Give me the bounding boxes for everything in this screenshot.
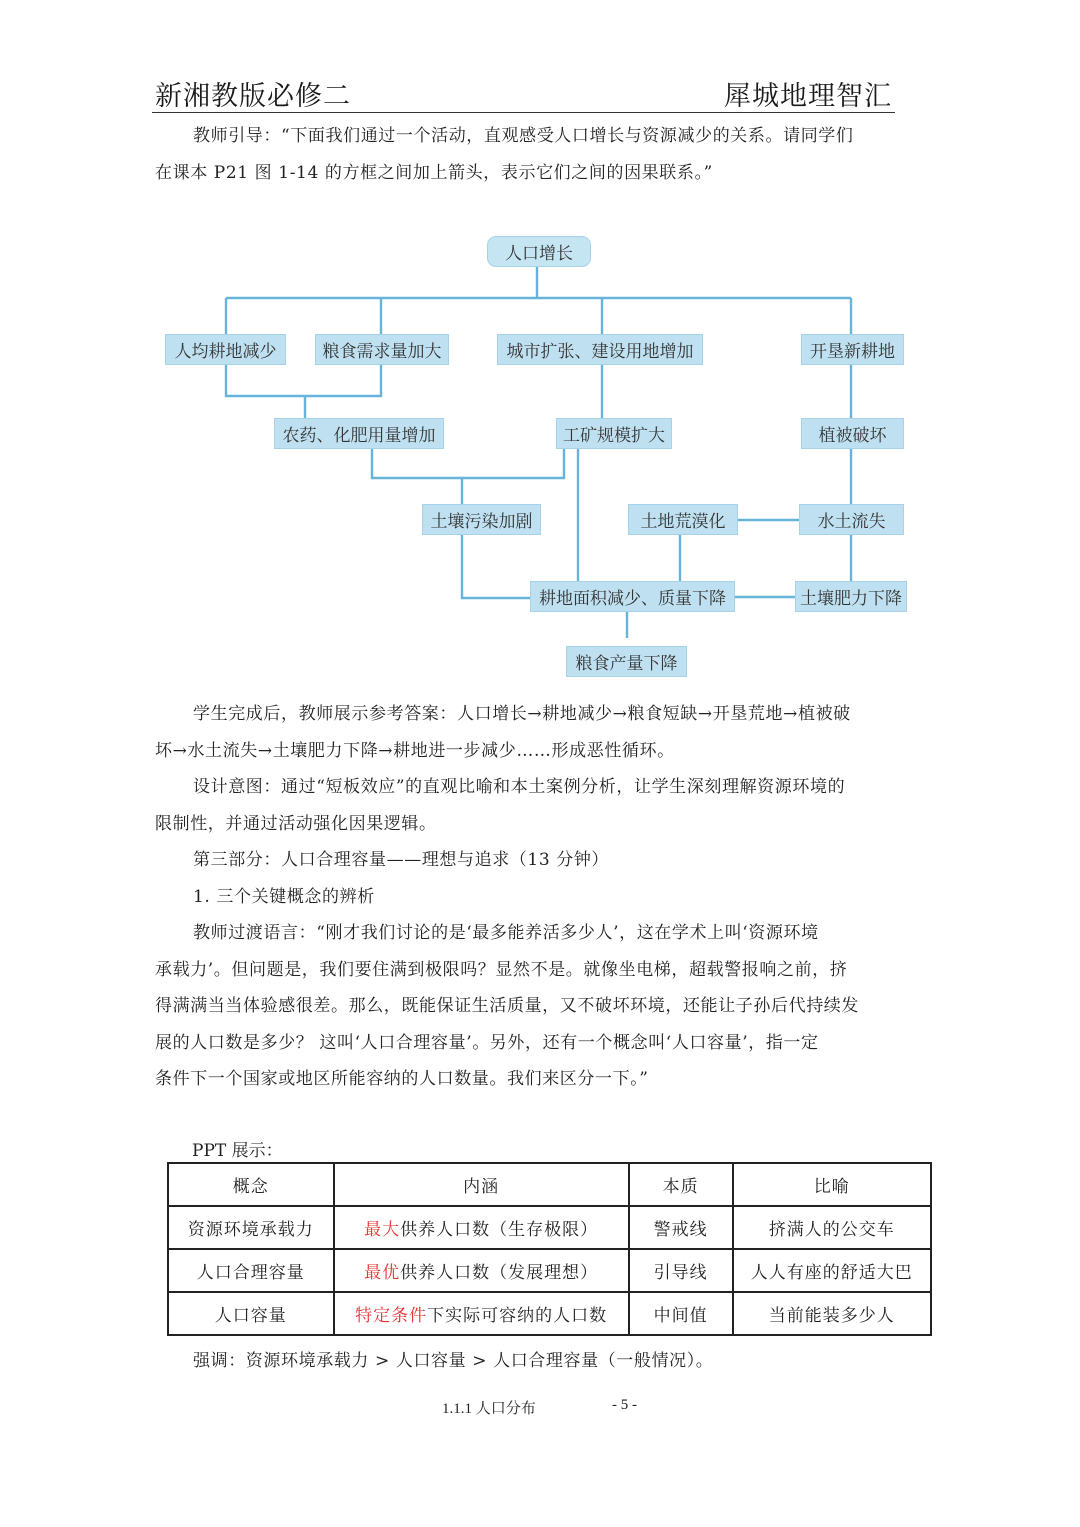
table-cell-metaphor: 当前能装多少人: [733, 1292, 932, 1335]
table-cell-metaphor: 挤满人的公交车: [733, 1206, 932, 1249]
design-line-1: 设计意图：通过“短板效应”的直观比喻和本土案例分析，让学生深刻理解资源环境的: [193, 777, 846, 797]
part3-heading: 第三部分：人口合理容量——理想与追求（13 分钟）: [193, 850, 610, 870]
answer-line-1: 学生完成后，教师展示参考答案：人口增长→耕地减少→粮食短缺→开垦荒地→植被破: [193, 704, 851, 724]
box-per-capita-farmland: 人均耕地减少: [165, 334, 286, 365]
box-soil-erosion: 水土流失: [799, 504, 904, 535]
header-divider: [152, 112, 895, 113]
table-cell-meaning: [334, 1249, 629, 1292]
table-header: 本质: [629, 1163, 733, 1206]
table-cell-concept: 人口容量: [168, 1292, 334, 1335]
box-pesticide-fertilizer: 农药、化肥用量增加: [274, 418, 444, 449]
table-row: [168, 1292, 931, 1335]
answer-line-2: 坏→水土流失→土壤肥力下降→耕地进一步减少……形成恶性循环。: [155, 740, 675, 761]
table-row: [168, 1206, 931, 1249]
highlight-text: 特定条件: [355, 1306, 428, 1326]
table-cell-essence: 警戒线: [629, 1206, 733, 1249]
table-cell-meaning: [334, 1292, 629, 1335]
emphasis-paragraph: [155, 1343, 925, 1380]
table-header-row: [168, 1163, 931, 1206]
intro-line-1: 教师引导：“下面我们通过一个活动，直观感受人口增长与资源减少的关系。请同学们: [193, 126, 854, 146]
footer-page-number: - 5 -: [612, 1397, 637, 1413]
highlight-text: 最优: [364, 1263, 401, 1283]
table-row: [168, 1249, 931, 1292]
design-line-2: 限制性，并通过活动强化因果逻辑。: [155, 813, 437, 834]
table-cell-concept: 人口合理容量: [168, 1249, 334, 1292]
concept-heading: 1. 三个关键概念的辨析: [193, 886, 375, 907]
meaning-text: 供养人口数（生存极限）: [400, 1220, 599, 1240]
box-grain-output-decline: 粮食产量下降: [566, 646, 687, 677]
meaning-text: 供养人口数（发展理想）: [400, 1263, 599, 1283]
table-header: 内涵: [334, 1163, 629, 1206]
connector-merge-left: [226, 364, 381, 396]
box-vegetation-damage: 植被破坏: [801, 418, 904, 449]
transition-line-4: 展的人口数是多少？ 这叫‘人口合理容量’。另外，还有一个概念叫‘人口容量’，指一定: [155, 1032, 819, 1053]
intro-paragraph: [155, 118, 925, 191]
transition-line-1: 教师过渡语言：“刚才我们讨论的是‘最多能养活多少人’，这在学术上叫‘资源环境: [193, 923, 819, 943]
transition-line-5: 条件下一个国家或地区所能容纳的人口数量。我们来区分一下。”: [155, 1069, 649, 1089]
box-farmland-decline: 耕地面积减少、质量下降: [530, 581, 735, 612]
header-title-left: 新湘教版必修二: [155, 81, 351, 112]
answer-paragraph: [155, 696, 925, 1098]
box-urban-expansion: 城市扩张、建设用地增加: [497, 334, 703, 365]
box-soil-pollution: 土壤污染加剧: [422, 504, 541, 535]
connector-pollution-to-farmland-decline: [462, 535, 530, 598]
concept-table: [167, 1162, 932, 1336]
connector-pesticide-mining-merge: [372, 449, 564, 478]
highlight-text: 最大: [364, 1220, 401, 1240]
emphasis-text: 强调：资源环境承载力 > 人口容量 > 人口合理容量（一般情况）。: [193, 1351, 714, 1371]
header-title-right: 犀城地理智汇: [724, 81, 892, 112]
footer-section: 1.1.1 人口分布: [442, 1401, 536, 1417]
transition-line-3: 得满满当当体验感很差。那么，既能保证生活质量，又不破坏环境，还能让子孙后代持续发: [155, 996, 859, 1016]
transition-line-2: 承载力’。但问题是，我们要住满到极限吗？显然不是。就像坐电梯，超载警报响之前，挤: [155, 959, 848, 980]
box-desertification: 土地荒漠化: [628, 504, 738, 535]
table-cell-concept: 资源环境承载力: [168, 1206, 334, 1249]
table-cell-meaning: [334, 1206, 629, 1249]
box-new-farmland: 开垦新耕地: [801, 334, 904, 365]
box-grain-demand: 粮食需求量加大: [315, 334, 449, 365]
table-cell-essence: 引导线: [629, 1249, 733, 1292]
meaning-text: 下实际可容纳的人口数: [427, 1306, 608, 1326]
table-header: 比喻: [733, 1163, 932, 1206]
table-cell-essence: 中间值: [629, 1292, 733, 1335]
table-cell-metaphor: 人人有座的舒适大巴: [733, 1249, 932, 1292]
ppt-label: PPT 展示：: [192, 1141, 283, 1161]
box-soil-fertility-decline: 土壤肥力下降: [795, 581, 907, 612]
intro-line-2: 在课本 P21 图 1-14 的方框之间加上箭头，表示它们之间的因果联系。”: [155, 162, 713, 183]
box-population-growth: 人口增长: [487, 236, 591, 267]
table-header: 概念: [168, 1163, 334, 1206]
box-mining-expansion: 工矿规模扩大: [556, 418, 672, 449]
